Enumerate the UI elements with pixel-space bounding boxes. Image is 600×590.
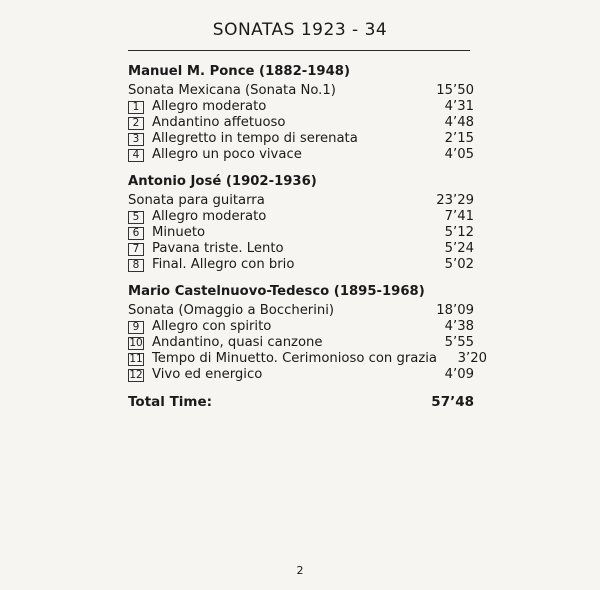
track-number-box: 5 (128, 211, 144, 224)
track-number-box: 1 (128, 101, 144, 114)
track-number-box: 11 (129, 352, 143, 365)
track-duration: 5’02 (444, 257, 474, 272)
track-number-box: 12 (129, 368, 143, 381)
track-row (128, 131, 474, 147)
composer-section (128, 173, 474, 273)
track-title: Allegro un poco vivace (152, 147, 302, 162)
track-duration: 5’55 (444, 335, 474, 350)
work-row (128, 303, 474, 319)
composer-name: Antonio José (1902-1936) (128, 174, 317, 189)
track-title: Vivo ed energico (152, 367, 263, 382)
track-title: Allegro moderato (152, 209, 267, 224)
track-row (128, 225, 474, 241)
track-duration: 4’48 (444, 115, 474, 130)
total-time-label: Total Time: (128, 394, 213, 410)
track-row (128, 367, 474, 383)
work-row (128, 83, 474, 99)
track-row (128, 115, 474, 131)
track-duration: 2’15 (444, 131, 474, 146)
track-number-box: 6 (128, 227, 144, 240)
track-title: Allegro moderato (152, 99, 267, 114)
track-row (128, 99, 474, 115)
track-duration: 4’31 (444, 99, 474, 114)
track-row (128, 257, 474, 273)
track-duration: 3’20 (457, 351, 488, 366)
track-duration: 4’38 (444, 319, 474, 334)
page-title: SONATAS 1923 - 34 (212, 20, 388, 40)
track-duration: 7’41 (444, 209, 474, 224)
track-title: Andantino, quasi canzone (152, 335, 323, 350)
total-time-row (128, 393, 474, 411)
total-time-value: 57’48 (431, 394, 474, 410)
track-title: Minueto (152, 225, 206, 240)
tracklist (128, 63, 488, 411)
track-row (128, 209, 474, 225)
track-duration: 5’12 (444, 225, 474, 240)
track-title: Allegro con spirito (152, 319, 272, 334)
work-row (128, 193, 474, 209)
track-row (128, 351, 488, 367)
work-duration: 23’29 (436, 193, 474, 208)
track-number-box: 4 (128, 149, 144, 162)
page-number: 2 (296, 564, 304, 577)
track-number-box: 10 (129, 336, 143, 349)
track-number-box: 7 (128, 243, 144, 256)
composer-section (128, 63, 474, 163)
work-title: Sonata para guitarra (128, 193, 265, 208)
work-title: Sonata Mexicana (Sonata No.1) (128, 83, 336, 98)
track-title: Pavana triste. Lento (152, 241, 284, 256)
track-row (128, 335, 474, 351)
track-title: Andantino affetuoso (152, 115, 286, 130)
composer-name: Manuel M. Ponce (1882-1948) (128, 64, 350, 79)
track-title: Allegretto in tempo di serenata (152, 131, 358, 146)
work-duration: 18’09 (436, 303, 474, 318)
track-row (128, 147, 474, 163)
composer-section (128, 283, 488, 383)
work-title: Sonata (Omaggio a Boccherini) (128, 303, 335, 318)
track-title: Tempo di Minuetto. Cerimonioso con grazia (152, 351, 438, 366)
track-row (128, 319, 474, 335)
composer-name: Mario Castelnuovo-Tedesco (1895-1968) (128, 284, 425, 299)
track-number-box: 9 (128, 321, 144, 334)
track-duration: 5’24 (444, 241, 474, 256)
track-number-box: 2 (128, 117, 144, 130)
track-duration: 4’09 (444, 367, 474, 382)
work-duration: 15’50 (436, 83, 474, 98)
track-number-box: 3 (128, 133, 144, 146)
track-duration: 4’05 (444, 147, 474, 162)
track-number-box: 8 (128, 259, 144, 272)
title-divider (128, 50, 470, 51)
track-title: Final. Allegro con brio (152, 257, 295, 272)
track-row (128, 241, 474, 257)
